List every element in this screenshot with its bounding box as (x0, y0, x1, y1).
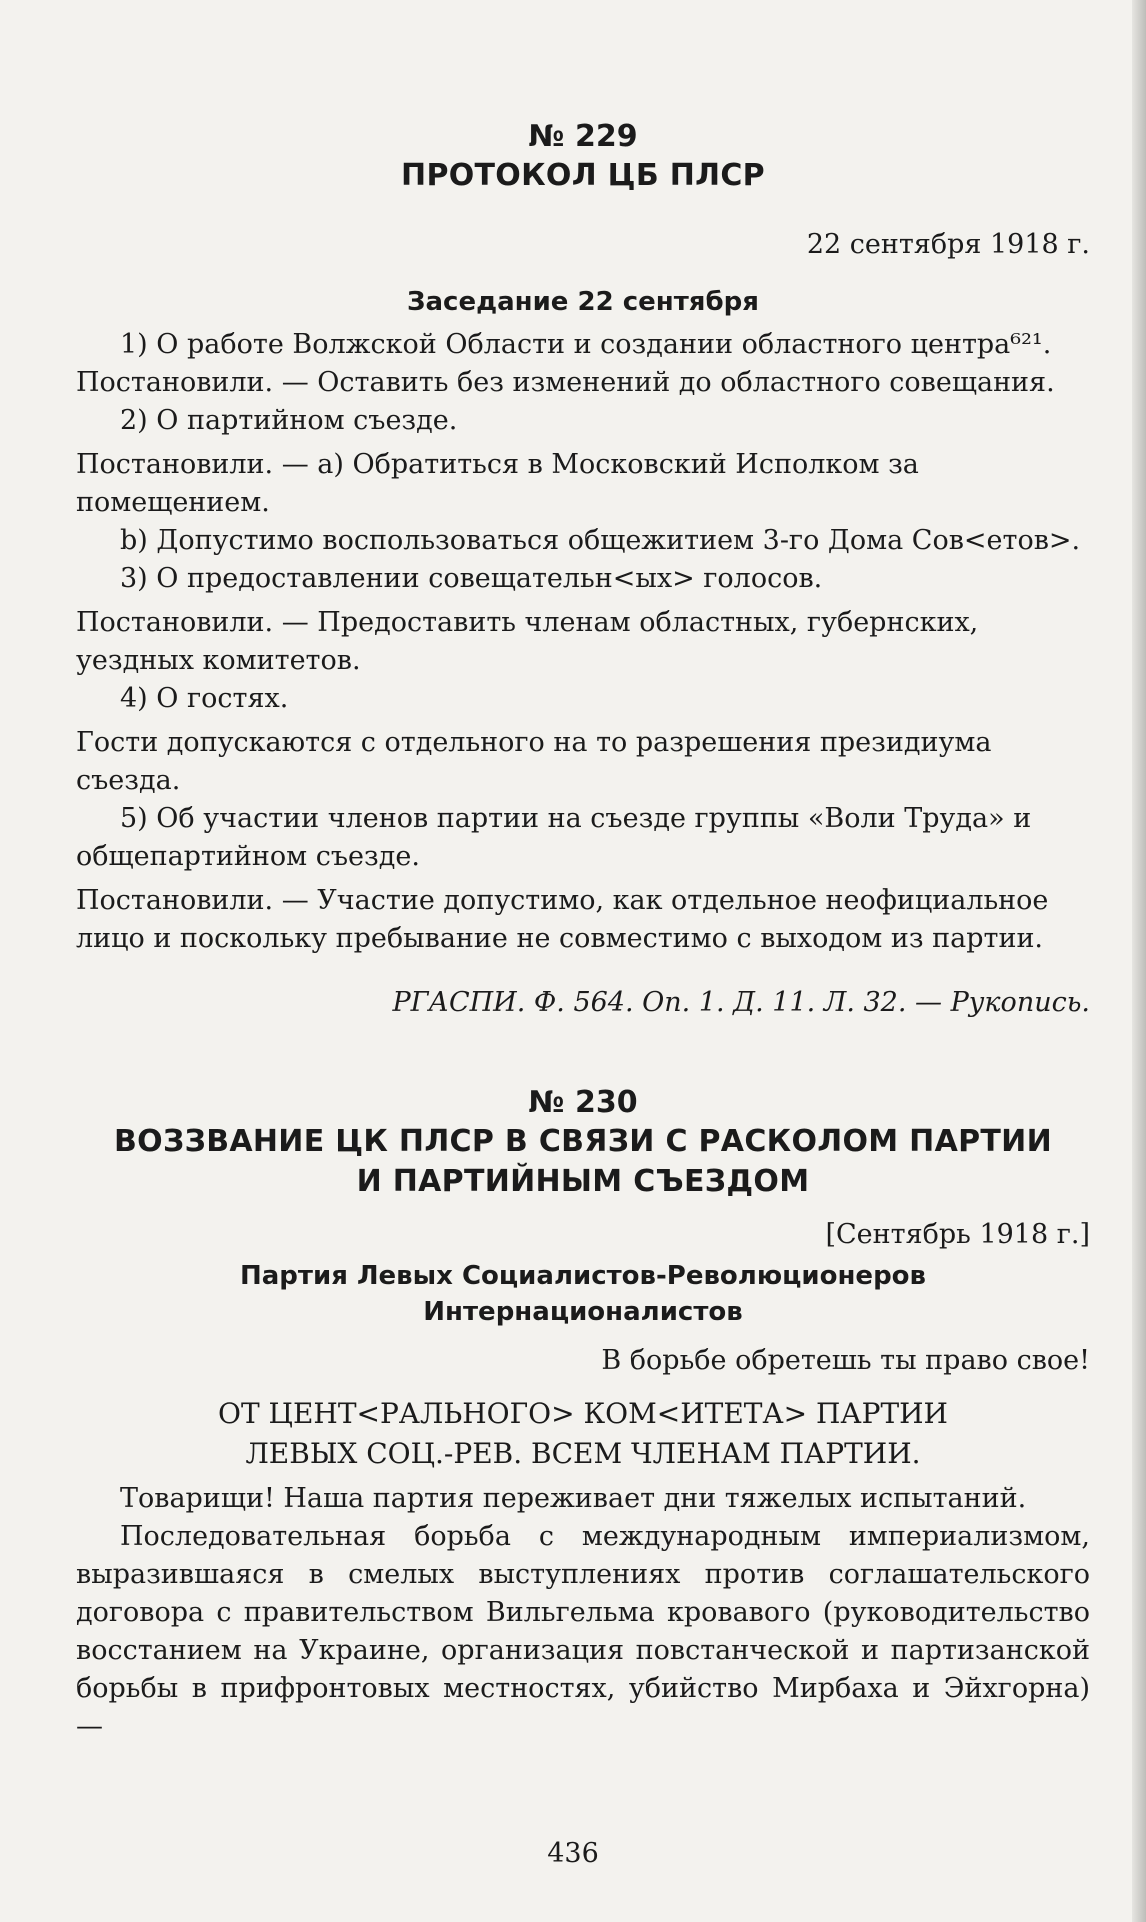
party-name-line2: Интернационалистов (423, 1297, 743, 1327)
document-page (76, 118, 1090, 1746)
address-line2: ЛЕВЫХ СОЦ.-РЕВ. ВСЕМ ЧЛЕНАМ ПАРТИИ. (245, 1437, 921, 1470)
document-number-230: № 230 (528, 1085, 638, 1120)
protocol-item: 5) Об участии членов партии на съезде группы «Воли Труда» и общепартийном съезде. (76, 803, 1032, 872)
protocol-item: Постановили. — Оставить без изменений до областного совещания. (76, 367, 1055, 398)
protocol-item: 4) О гостях. (120, 683, 289, 714)
page-number: 436 (547, 1838, 599, 1869)
appeal-paragraph: Товарищи! Наша партия переживает дни тяжелых испытаний. (120, 1483, 1027, 1514)
document-title-230-line1: ВОЗЗВАНИЕ ЦК ПЛСР В СВЯЗИ С РАСКОЛОМ ПАРТИИ (114, 1124, 1052, 1159)
session-heading: Заседание 22 сентября (407, 287, 759, 317)
party-motto: В борьбе обретешь ты право свое! (601, 1345, 1090, 1376)
document-number-229: № 229 (528, 119, 638, 154)
protocol-item: b) Допустимо воспользоваться общежитием 3-го Дома Сов<етов>. (120, 525, 1081, 556)
archive-source: РГАСПИ. Ф. 564. Оп. 1. Д. 11. Л. 32. — Рукопись. (392, 987, 1090, 1018)
party-name-line1: Партия Левых Социалистов-Революционеров (240, 1261, 926, 1291)
document-date-229: 22 сентября 1918 г. (806, 229, 1090, 260)
document-title-229: ПРОТОКОЛ ЦБ ПЛСР (401, 158, 765, 193)
document-date-230: [Сентябрь 1918 г.] (825, 1219, 1090, 1250)
protocol-item: Постановили. — Предоставить членам областных, губернских, уездных комитетов. (76, 607, 979, 676)
protocol-item: Постановили. — Участие допустимо, как отдельное неофициальное лицо и поскольку пребывание не совместимо с выходом из партии. (76, 885, 1049, 954)
appeal-body (76, 1480, 1090, 1746)
protocol-item: 2) О партийном съезде. (120, 405, 458, 436)
address-line1: ОТ ЦЕНТ<РАЛЬНОГО> КОМ<ИТЕТА> ПАРТИИ (218, 1397, 948, 1430)
protocol-body (76, 326, 1090, 958)
protocol-item: Постановили. — а) Обратиться в Московский Исполком за помещением. (76, 449, 919, 518)
protocol-item: Гости допускаются с отдельного на то разрешения президиума съезда. (76, 727, 992, 796)
protocol-item: 1) О работе Волжской Области и создании областного центра⁶²¹. (120, 329, 1052, 360)
document-title-230-line2: И ПАРТИЙНЫМ СЪЕЗДОМ (356, 1164, 810, 1199)
protocol-item: 3) О предоставлении совещательн<ых> голосов. (120, 563, 823, 594)
appeal-paragraph: Последовательная борьба с международным империализмом, выразившаяся в смелых выступлениях против соглашательского договора с правительством Вильгельма кровавого (руководительство восстанием на Украине, организация повстанческой и партизанской борьбы в прифронтовых местностях, убийство Мирбаха и Эйхгорна) — (76, 1521, 1090, 1742)
page-edge-shadow (1132, 0, 1146, 1922)
